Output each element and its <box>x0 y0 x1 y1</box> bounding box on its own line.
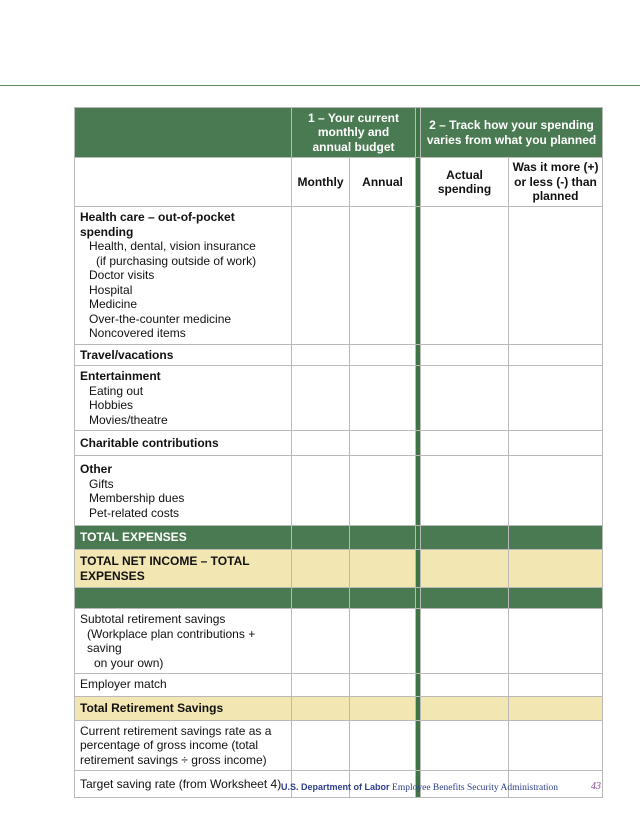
current-rate-label: Current retirement savings rate as a percentage of gross income (total retirement savings ÷ gross income) <box>75 720 292 771</box>
difference-cell[interactable] <box>509 526 603 550</box>
footer-agency <box>281 782 558 793</box>
net-income-minus-expenses-label: TOTAL NET INCOME – TOTAL EXPENSES <box>75 550 292 588</box>
difference-cell[interactable] <box>509 550 603 588</box>
monthly-cell[interactable] <box>292 366 350 431</box>
actual-cell[interactable] <box>421 697 509 721</box>
header-track-spending: 2 – Track how your spending varies from what you planned <box>421 108 603 158</box>
monthly-cell[interactable] <box>292 344 350 366</box>
spacer-cell <box>292 588 350 609</box>
actual-cell[interactable] <box>421 431 509 456</box>
difference-cell[interactable] <box>509 697 603 721</box>
table-row <box>75 674 603 697</box>
annual-cell[interactable] <box>350 697 416 721</box>
annual-cell[interactable] <box>350 550 416 588</box>
net-income-row <box>75 550 603 588</box>
header-blank <box>75 108 292 158</box>
monthly-cell[interactable] <box>292 431 350 456</box>
table-row <box>75 456 603 526</box>
table-row <box>75 431 603 456</box>
monthly-cell[interactable] <box>292 697 350 721</box>
monthly-cell[interactable] <box>292 609 350 674</box>
header-more-or-less: Was it more (+) or less (-) than planned <box>509 158 603 207</box>
actual-cell[interactable] <box>421 344 509 366</box>
table-row <box>75 344 603 366</box>
difference-cell[interactable] <box>509 674 603 697</box>
footer-agency-name: Employee Benefits Security Administration <box>392 783 558 793</box>
other-label: Other Gifts Membership dues Pet-related costs <box>75 456 292 526</box>
actual-cell[interactable] <box>421 207 509 345</box>
actual-cell[interactable] <box>421 526 509 550</box>
header-annual: Annual <box>350 158 416 207</box>
monthly-cell[interactable] <box>292 674 350 697</box>
total-retirement-row <box>75 697 603 721</box>
actual-cell[interactable] <box>421 609 509 674</box>
section-spacer <box>75 588 603 609</box>
total-expenses-label: TOTAL EXPENSES <box>75 526 292 550</box>
difference-cell[interactable] <box>509 207 603 345</box>
actual-cell[interactable] <box>421 456 509 526</box>
difference-cell[interactable] <box>509 431 603 456</box>
header-actual-spending: Actual spending <box>421 158 509 207</box>
footer-department: U.S. Department of Labor <box>281 782 390 792</box>
table-row <box>75 366 603 431</box>
spacer-cell <box>75 588 292 609</box>
annual-cell[interactable] <box>350 526 416 550</box>
header-monthly: Monthly <box>292 158 350 207</box>
charitable-label: Charitable contributions <box>75 431 292 456</box>
monthly-cell[interactable] <box>292 720 350 771</box>
subheader-blank <box>75 158 292 207</box>
monthly-cell[interactable] <box>292 550 350 588</box>
table-row <box>75 720 603 771</box>
top-divider <box>0 85 640 86</box>
actual-cell[interactable] <box>421 674 509 697</box>
subtotal-savings-label: Subtotal retirement savings (Workplace plan contributions + saving on your own) <box>75 609 292 674</box>
spacer-cell <box>350 588 416 609</box>
monthly-cell[interactable] <box>292 456 350 526</box>
actual-cell[interactable] <box>421 366 509 431</box>
travel-label: Travel/vacations <box>75 344 292 366</box>
annual-cell[interactable] <box>350 720 416 771</box>
entertainment-label: Entertainment Eating out Hobbies Movies/theatre <box>75 366 292 431</box>
header-current-budget: 1 – Your current monthly and annual budget <box>292 108 416 158</box>
monthly-cell[interactable] <box>292 526 350 550</box>
annual-cell[interactable] <box>350 207 416 345</box>
table-row <box>75 609 603 674</box>
annual-cell[interactable] <box>350 674 416 697</box>
annual-cell[interactable] <box>350 366 416 431</box>
actual-cell[interactable] <box>421 550 509 588</box>
page-number: 43 <box>591 781 601 792</box>
monthly-cell[interactable] <box>292 207 350 345</box>
total-retirement-label: Total Retirement Savings <box>75 697 292 721</box>
difference-cell[interactable] <box>509 609 603 674</box>
annual-cell[interactable] <box>350 344 416 366</box>
annual-cell[interactable] <box>350 609 416 674</box>
spacer-cell <box>421 588 509 609</box>
annual-cell[interactable] <box>350 456 416 526</box>
employer-match-label: Employer match <box>75 674 292 697</box>
difference-cell[interactable] <box>509 366 603 431</box>
actual-cell[interactable] <box>421 720 509 771</box>
total-expenses-row <box>75 526 603 550</box>
budget-worksheet-table <box>74 107 603 798</box>
annual-cell[interactable] <box>350 431 416 456</box>
health-care-label: Health care – out-of-pocket spending Health, dental, vision insurance (if purchasing outside of work) Doctor visits Hospital Medicine Over-the-counter medicine Noncovered items <box>75 207 292 345</box>
target-rate-label: Target saving rate (from Worksheet 4) <box>75 771 292 798</box>
difference-cell[interactable] <box>509 720 603 771</box>
table-row <box>75 207 603 345</box>
difference-cell[interactable] <box>509 456 603 526</box>
difference-cell[interactable] <box>509 344 603 366</box>
spacer-cell <box>509 588 603 609</box>
